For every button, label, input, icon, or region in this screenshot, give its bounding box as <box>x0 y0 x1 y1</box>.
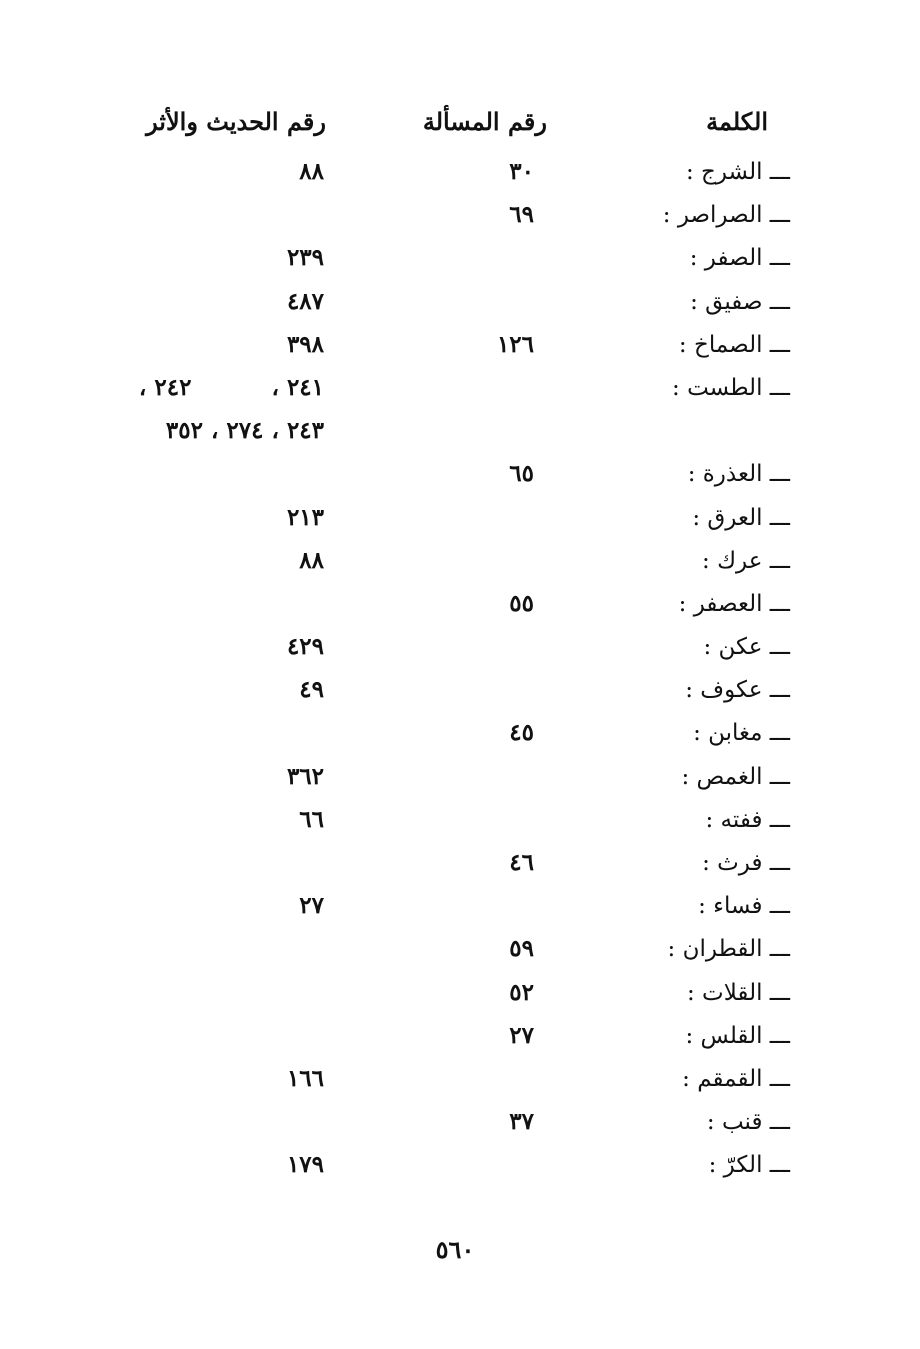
header-issue-number: رقم المسألة <box>422 107 547 136</box>
row-hadith-number: ٣٦٢ <box>286 762 324 790</box>
row-issue-number: ٥٩ <box>509 935 534 963</box>
table-row <box>0 888 920 931</box>
row-hadith-number: ٤٢٩ <box>286 633 324 661</box>
row-word: ـــ عكن : <box>703 634 790 661</box>
index-table <box>0 154 920 1191</box>
row-word: ـــ الكرّ : <box>708 1152 790 1179</box>
table-row <box>0 500 920 543</box>
row-word: ـــ مغابن : <box>693 720 790 747</box>
table-row <box>0 1147 920 1190</box>
table-row <box>0 629 920 672</box>
row-word: ـــ القلس : <box>685 1022 790 1049</box>
table-row <box>0 672 920 715</box>
table-row <box>0 802 920 845</box>
page-number: ٥٦٠ <box>435 1235 475 1264</box>
table-row <box>0 975 920 1018</box>
row-issue-number: ٣٠ <box>509 158 534 185</box>
table-row <box>0 413 920 456</box>
row-word: ـــ ففته : <box>705 806 790 833</box>
table-row <box>0 154 920 197</box>
row-issue-number: ٦٩ <box>509 201 534 229</box>
row-word: ـــ الطست : <box>672 374 790 401</box>
row-word: ـــ الشرج : <box>685 159 790 185</box>
row-word: ـــ صفيق : <box>690 288 790 315</box>
row-word: ـــ الصماخ : <box>678 331 790 358</box>
row-word: ـــ العصفر : <box>678 590 790 617</box>
row-hadith-number: ٤٩ <box>299 676 324 704</box>
row-word: ـــ القطران : <box>667 936 790 963</box>
row-word: ـــ القمقم : <box>682 1065 790 1092</box>
table-row <box>0 370 920 413</box>
row-hadith-number: ٨٨ <box>299 158 324 185</box>
table-row <box>0 715 920 758</box>
table-row <box>0 931 920 974</box>
row-issue-number: ٣٧ <box>509 1108 534 1136</box>
table-header <box>0 104 920 144</box>
row-word: ـــ العرق : <box>692 504 790 531</box>
row-hadith-number: ٢٣٩ <box>286 244 324 272</box>
row-hadith-number: ١٦٦ <box>286 1064 324 1092</box>
table-row <box>0 759 920 802</box>
row-hadith-number: ٢١٣ <box>286 503 324 531</box>
table-row <box>0 1018 920 1061</box>
row-issue-number: ٤٥ <box>509 719 534 747</box>
row-word: ـــ فرث : <box>702 850 790 876</box>
row-hadith-number: ٢٤١ ، ٢٤٢ ، <box>138 373 324 401</box>
table-row <box>0 543 920 586</box>
table-row <box>0 586 920 629</box>
row-hadith-number: ٤٨٧ <box>286 287 324 315</box>
row-hadith-number: ٢٤٣ ، ٢٧٤ ، ٣٥٢ <box>165 417 324 445</box>
table-row <box>0 456 920 499</box>
row-word: ـــ عكوف : <box>685 677 790 704</box>
row-issue-number: ١٢٦ <box>496 330 534 358</box>
row-word: ـــ عرك : <box>702 547 790 574</box>
row-hadith-number: ٨٨ <box>299 546 324 574</box>
table-row <box>0 1061 920 1104</box>
table-row <box>0 197 920 240</box>
row-word: ـــ فساء : <box>698 893 790 920</box>
row-hadith-number: ١٧٩ <box>286 1151 324 1179</box>
row-word: ـــ الصفر : <box>689 245 790 272</box>
row-hadith-number: ٢٧ <box>299 892 324 920</box>
row-word: ـــ العذرة : <box>687 461 790 488</box>
header-word: الكلمة <box>706 107 768 136</box>
row-issue-number: ٤٦ <box>509 849 534 876</box>
row-issue-number: ٢٧ <box>509 1021 534 1049</box>
row-hadith-number: ٦٦ <box>299 805 324 833</box>
row-word: ـــ الغمص : <box>681 763 790 790</box>
header-hadith-number: رقم الحديث والأثر <box>146 107 326 136</box>
table-row <box>0 240 920 283</box>
row-issue-number: ٥٢ <box>509 978 534 1006</box>
row-issue-number: ٦٥ <box>509 460 534 488</box>
row-issue-number: ٥٥ <box>509 589 534 617</box>
row-word: ـــ الصراصر : <box>662 202 790 229</box>
table-row <box>0 845 920 888</box>
table-row <box>0 327 920 370</box>
table-row <box>0 284 920 327</box>
table-row <box>0 1104 920 1147</box>
row-word: ـــ قنب : <box>706 1109 790 1136</box>
row-word: ـــ القلات : <box>687 979 790 1006</box>
row-hadith-number: ٣٩٨ <box>286 330 324 358</box>
